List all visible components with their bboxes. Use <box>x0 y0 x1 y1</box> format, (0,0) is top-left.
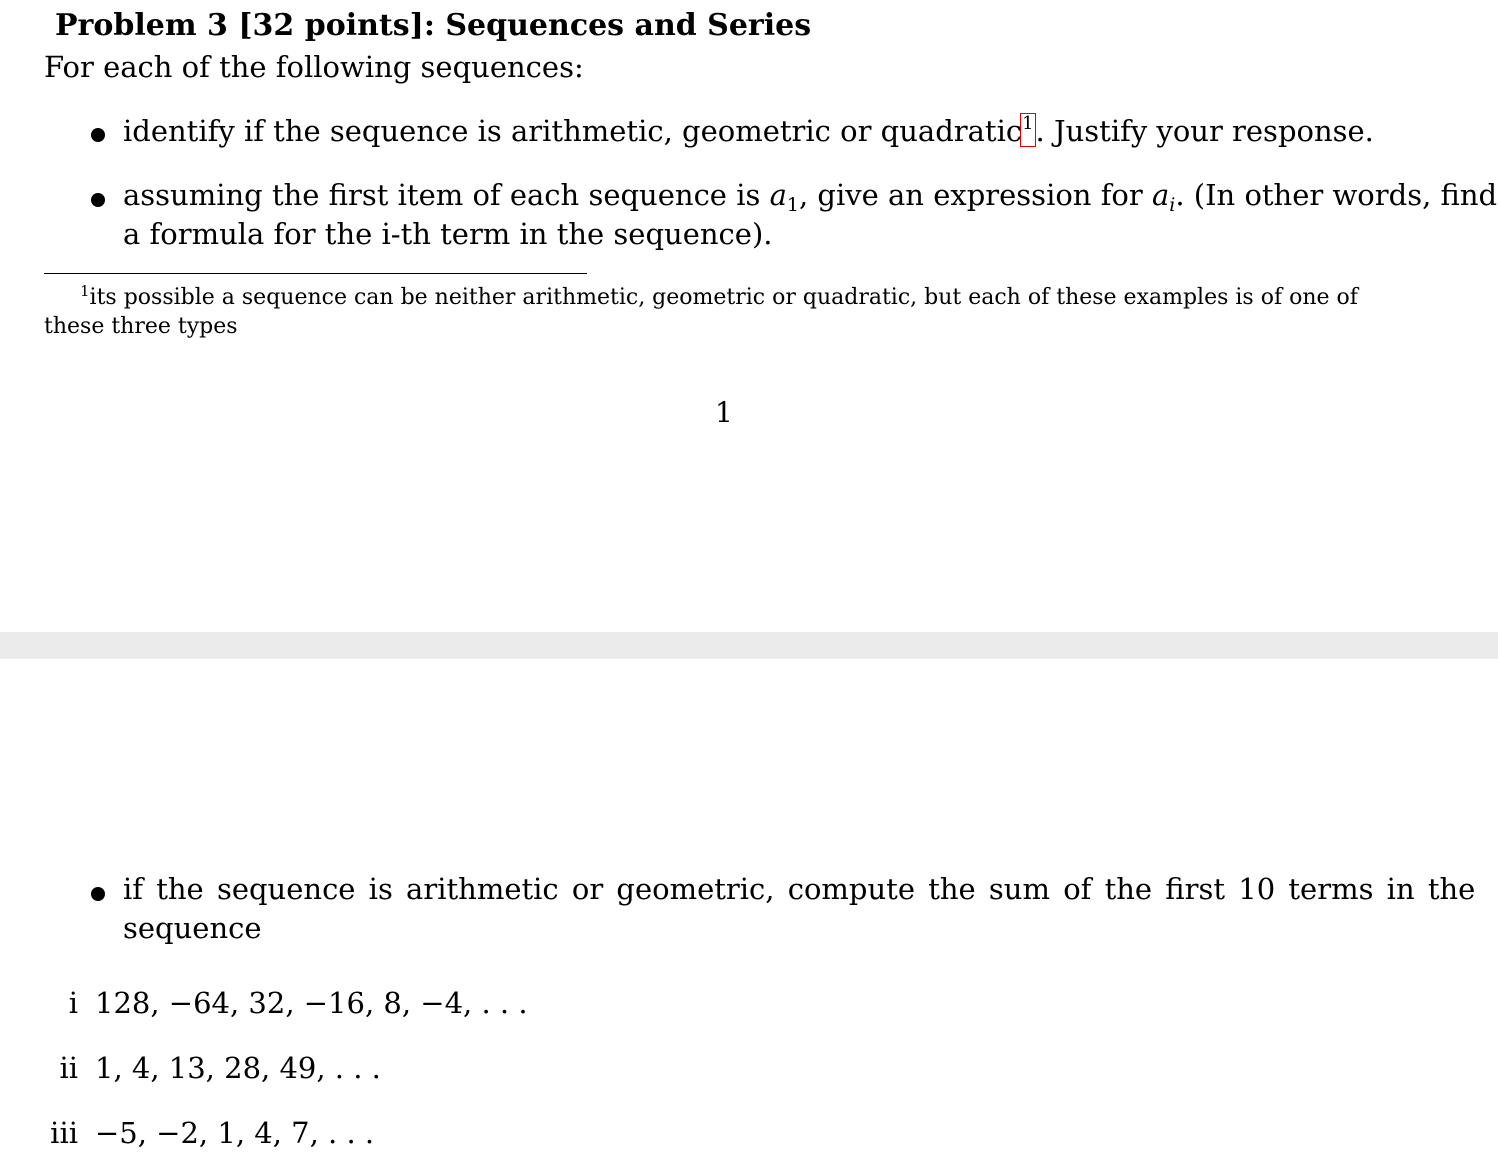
page-separator <box>0 632 1498 659</box>
bullet-text-line1 <box>123 178 1497 216</box>
document-page-2 <box>0 659 1498 1174</box>
math-variable: a <box>769 178 787 212</box>
footnote-rule <box>44 273 587 274</box>
bullet-text-line2: a formula for the i-th term in the sequence). <box>123 217 773 251</box>
math-variable: a <box>1151 178 1170 212</box>
page-number: 1 <box>715 396 733 429</box>
sequence-text: 1, 4, 13, 28, 49, . . . <box>95 1051 381 1085</box>
bullet-text-part: identify if the sequence is arithmetic, geometric or quadratic <box>123 114 1023 148</box>
problem-title: Problem 3 [32 points]: Sequences and Series <box>55 8 812 43</box>
bullet-dot <box>91 128 105 142</box>
bullet-text-part: , give an expression for <box>798 178 1152 212</box>
footnote-mark: 1 <box>80 282 90 300</box>
intro-text: For each of the following sequences: <box>44 50 584 84</box>
bullet-text-line2: sequence <box>123 911 262 945</box>
footnote-link[interactable]: 1 <box>1020 113 1035 147</box>
bullet-text-part: . (In other words, find <box>1175 178 1498 212</box>
bullet-text-part: assuming the first item of each sequence is <box>123 178 770 212</box>
bullet-dot <box>91 193 105 207</box>
bullet-text <box>123 113 1374 148</box>
bullet-dot <box>91 887 105 901</box>
footnote-text: its possible a sequence can be neither arithmetic, geometric or quadratic, but each of these examples is of one of <box>89 285 1358 310</box>
footnote-line2: these three types <box>44 314 238 339</box>
sequence-text: 128, −64, 32, −16, 8, −4, . . . <box>95 986 528 1020</box>
bullet-text-line1: if the sequence is arithmetic or geometric, compute the sum of the first 10 terms in the <box>123 872 1476 906</box>
item-label: i <box>68 986 78 1020</box>
math-subscript: i <box>1169 194 1176 216</box>
bullet-text-part: . Justify your response. <box>1035 114 1374 148</box>
sequence-text: −5, −2, 1, 4, 7, . . . <box>95 1116 375 1150</box>
item-label: ii <box>59 1051 78 1085</box>
footnote-line1 <box>80 282 1358 310</box>
math-subscript: 1 <box>786 194 799 216</box>
item-label: iii <box>50 1116 78 1150</box>
